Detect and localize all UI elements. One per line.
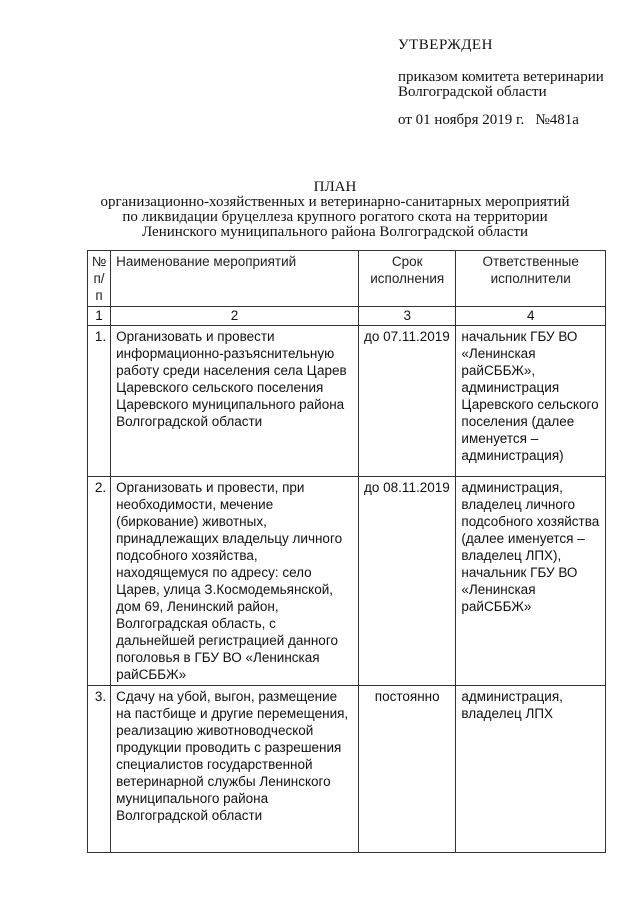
col-number: 1 (88, 307, 111, 326)
header-term-line1: Срок (391, 254, 423, 269)
row-num: 2. (88, 477, 111, 686)
row-name: Организовать и провести информационно-разъяснительную работу среди населения села Царев Царевского сельского поселения Царевского муниципального района Волгоградской области (111, 326, 359, 477)
header-resp (456, 251, 606, 307)
header-num (88, 251, 111, 307)
row-resp: администрация, владелец личного подсобного хозяйства (далее именуется – владелец ЛПХ), начальник ГБУ ВО «Ленинская райСББЖ» (456, 477, 606, 686)
table-row (88, 686, 606, 853)
approval-stamp (398, 38, 628, 128)
row-resp: начальник ГБУ ВО «Ленинская райСББЖ», администрация Царевского сельского поселения (далее именуется – администрация) (456, 326, 606, 477)
row-name: Организовать и провести, при необходимости, мечение (биркование) животных, принадлежащих владельцу личного подсобного хозяйства, находящемуся по адресу: село Царев, улица З.Космодемьянской, дом 69, Ленинский район, Волгоградская область, с дальнейшей регистрацией данного поголовья в ГБУ ВО «Ленинская райСББЖ» (111, 477, 359, 686)
row-term: постоянно (359, 686, 456, 853)
header-term-line2: исполнения (370, 271, 445, 286)
approval-title: УТВЕРЖДЕН (398, 37, 493, 53)
plan-title-block (100, 180, 570, 240)
row-term: до 07.11.2019 (359, 326, 456, 477)
plan-heading: ПЛАН (313, 179, 357, 195)
plan-subtitle-line2: по ликвидации бруцеллеза крупного рогатого скота на территории (122, 209, 548, 225)
header-term (359, 251, 456, 307)
table-row (88, 477, 606, 686)
header-resp-line2: исполнители (490, 271, 571, 286)
col-number: 2 (111, 307, 359, 326)
column-number-row (88, 307, 606, 326)
row-term: до 08.11.2019 (359, 477, 456, 686)
table-row (88, 326, 606, 477)
approval-date-line: от 01 ноября 2019 г. №481а (398, 112, 579, 128)
row-num: 3. (88, 686, 111, 853)
row-num: 1. (88, 326, 111, 477)
approval-order-line1: приказом комитета ветеринарии (398, 69, 604, 85)
table-header-row (88, 251, 606, 307)
header-name: Наименование мероприятий (111, 251, 359, 307)
col-number: 4 (456, 307, 606, 326)
row-name: Сдачу на убой, выгон, размещение на пастбище и другие перемещения, реализацию животноводческой продукции проводить с разрешения специалистов государственной ветеринарной службы Ленинского муниципального района Волгоградской области (111, 686, 359, 853)
plan-table (87, 250, 606, 853)
header-num-line1: № (91, 254, 107, 269)
row-resp: администрация, владелец ЛПХ (456, 686, 606, 853)
plan-subtitle-line1: организационно-хозяйственных и ветеринарно-санитарных мероприятий (100, 194, 570, 210)
header-num-line2: п/п (93, 271, 105, 303)
header-resp-line1: Ответственные (482, 254, 579, 269)
plan-subtitle-line3: Ленинского муниципального района Волгоградской области (141, 224, 529, 240)
approval-order-line2: Волгоградской области (398, 84, 547, 100)
col-number: 3 (359, 307, 456, 326)
